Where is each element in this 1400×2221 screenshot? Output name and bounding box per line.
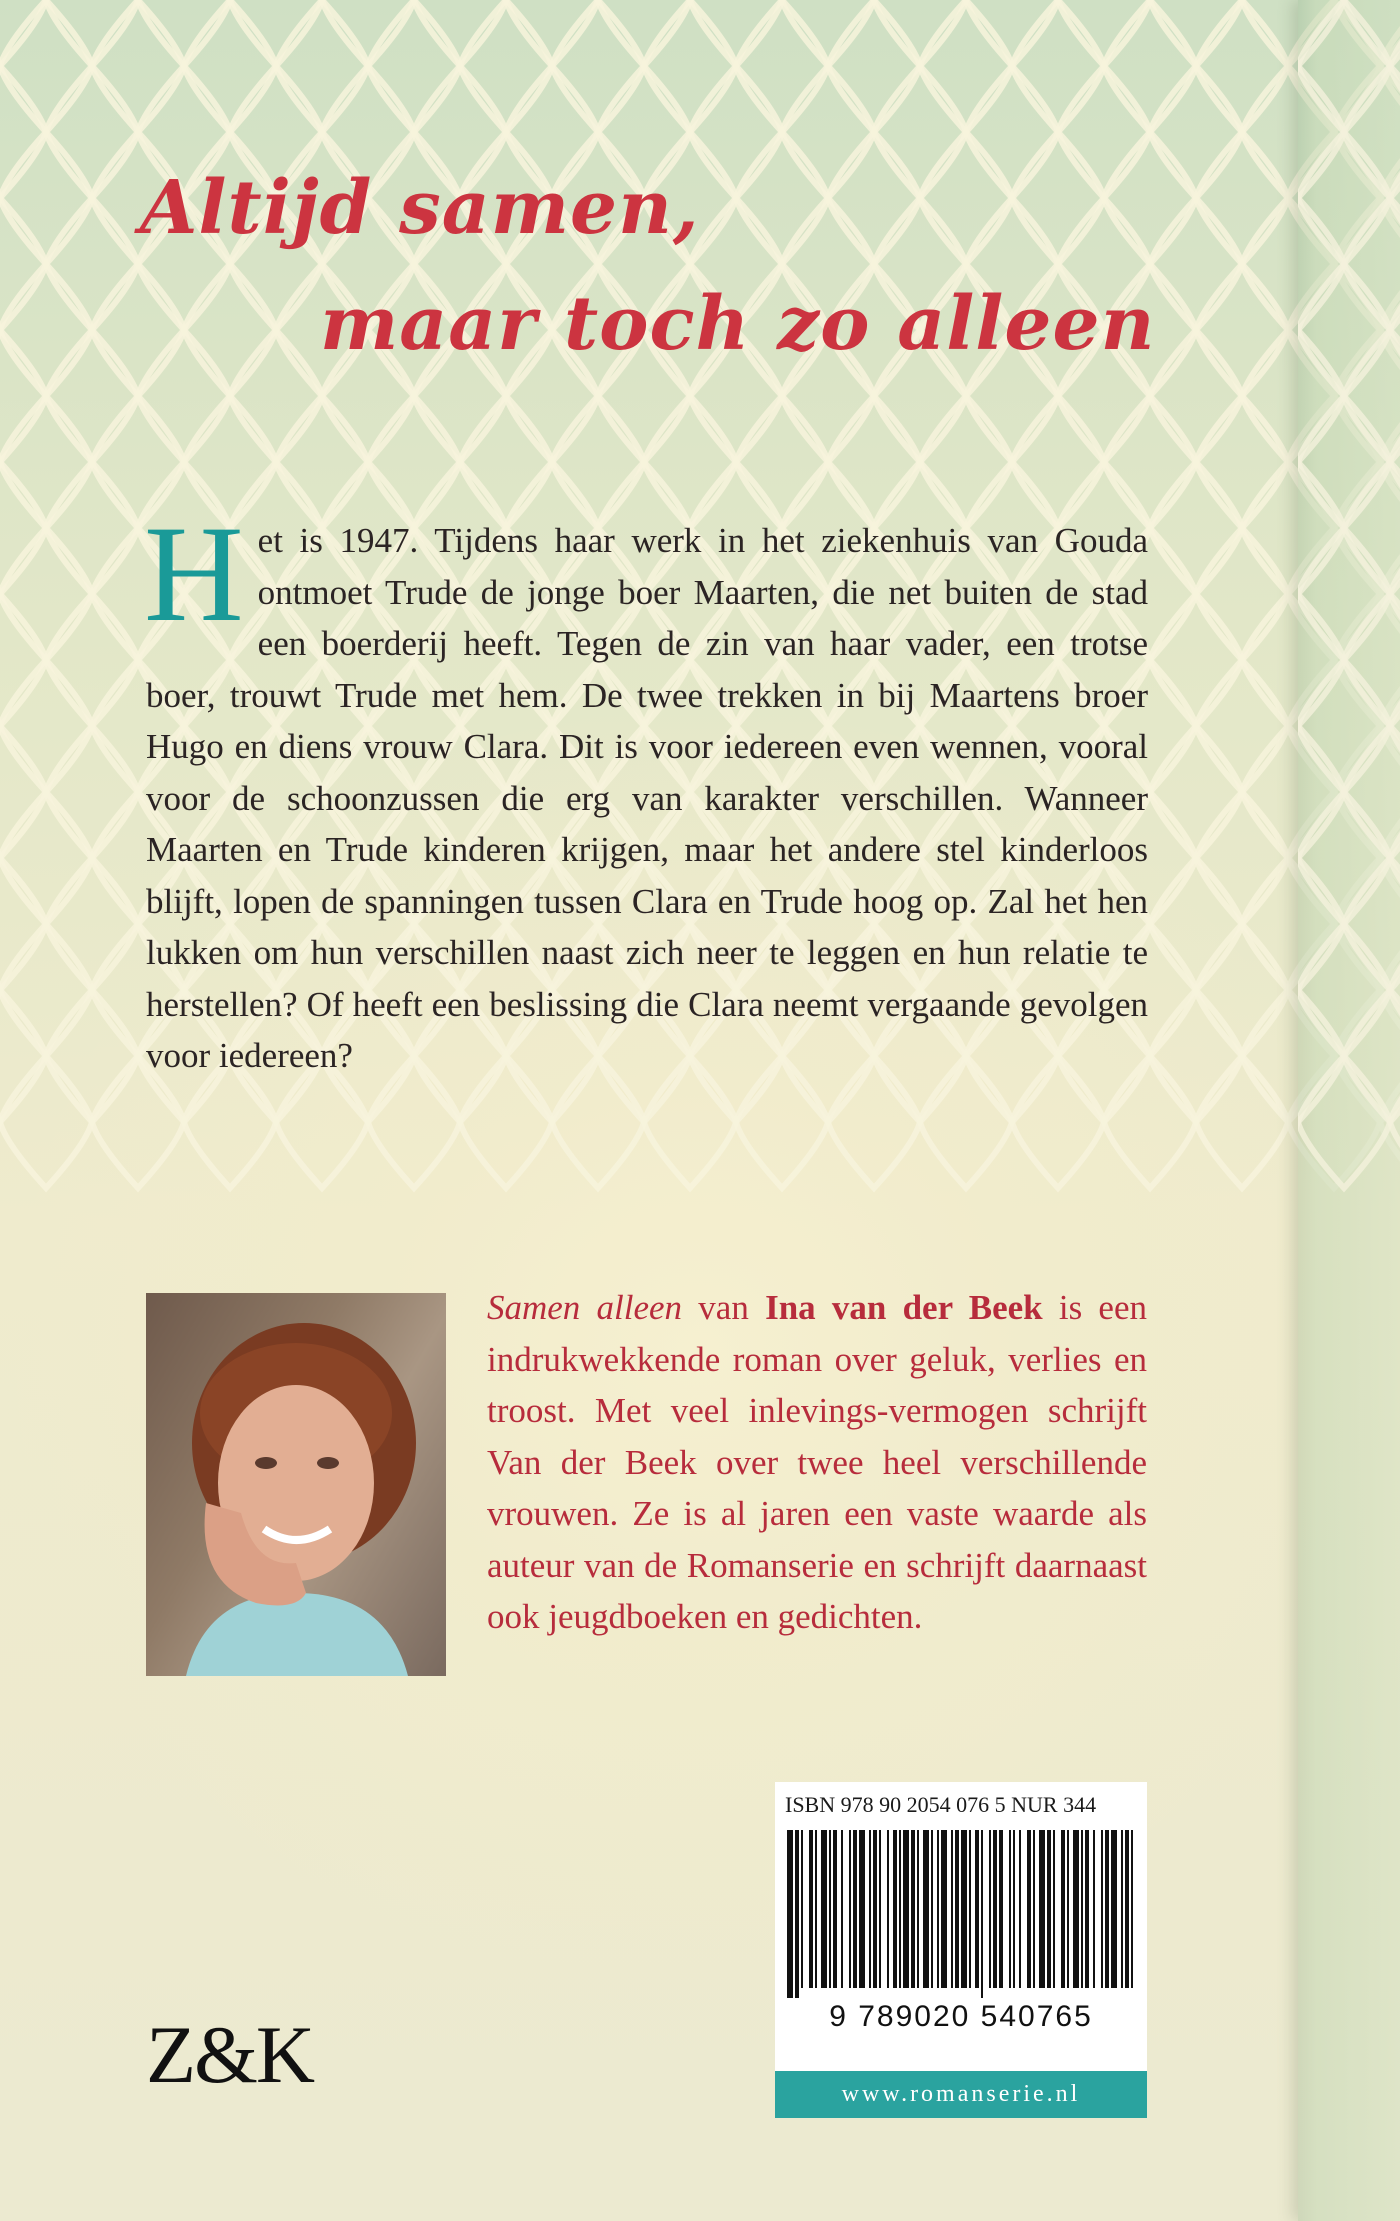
isbn-line: ISBN 978 90 2054 076 5 NUR 344 <box>785 1792 1097 1817</box>
tagline-line-2: maar toch zo alleen <box>320 281 1156 367</box>
book-title: Samen alleen <box>487 1288 683 1327</box>
cover-flap-edge <box>1298 0 1400 2221</box>
flap-lattice-pattern <box>1298 0 1400 2221</box>
author-bio <box>487 1282 1147 1643</box>
barcode-digits: 9 789020 540765 <box>829 2000 1093 2033</box>
drop-cap: H <box>144 497 244 650</box>
barcode-box <box>775 1782 1147 2118</box>
tagline-line-1: Altijd samen, <box>140 165 700 251</box>
website-url: www.romanserie.nl <box>775 2071 1147 2118</box>
synopsis-text: et is 1947. Tijdens haar werk in het ziekenhuis van Gouda ontmoet Trude de jonge boer Maarten, die net buiten de stad een boerderij heeft. Tegen de zin van haar vader, een trotse boer, trouwt Trude met hem. De twee trekken in bij Maartens broer Hugo en diens vrouw Clara. Dit is voor iedereen even wennen, vooral voor de schoonzussen die erg van karakter verschillen. Wanneer Maarten en Trude kinderen krijgen, maar het andere stel kinderloos blijft, lopen de spanningen tussen Clara en Trude hoog op. Zal het hen lukken om hun verschillen naast zich neer te leggen en hun relatie te herstellen? Of heeft een beslissing die Clara neemt vergaande gevolgen voor iedereen? <box>146 521 1148 1075</box>
barcode-image <box>783 1830 1139 1998</box>
bio-text: is een indrukwekkende roman over geluk, verlies en troost. Met veel inlevings-vermogen schrijft Van der Beek over twee heel verschillende vrouwen. Ze is al jaren een vaste waarde als auteur van de Romanserie en schrijft daarnaast ook jeugdboeken en gedichten. <box>487 1288 1147 1636</box>
author-photo <box>146 1293 446 1676</box>
synopsis <box>144 497 1148 1082</box>
author-name: Ina van der Beek <box>765 1288 1043 1327</box>
publisher-logo: Z&K <box>146 2009 314 2100</box>
author-portrait-image <box>146 1293 446 1676</box>
tagline <box>130 150 1210 382</box>
bio-van: van <box>698 1288 749 1327</box>
